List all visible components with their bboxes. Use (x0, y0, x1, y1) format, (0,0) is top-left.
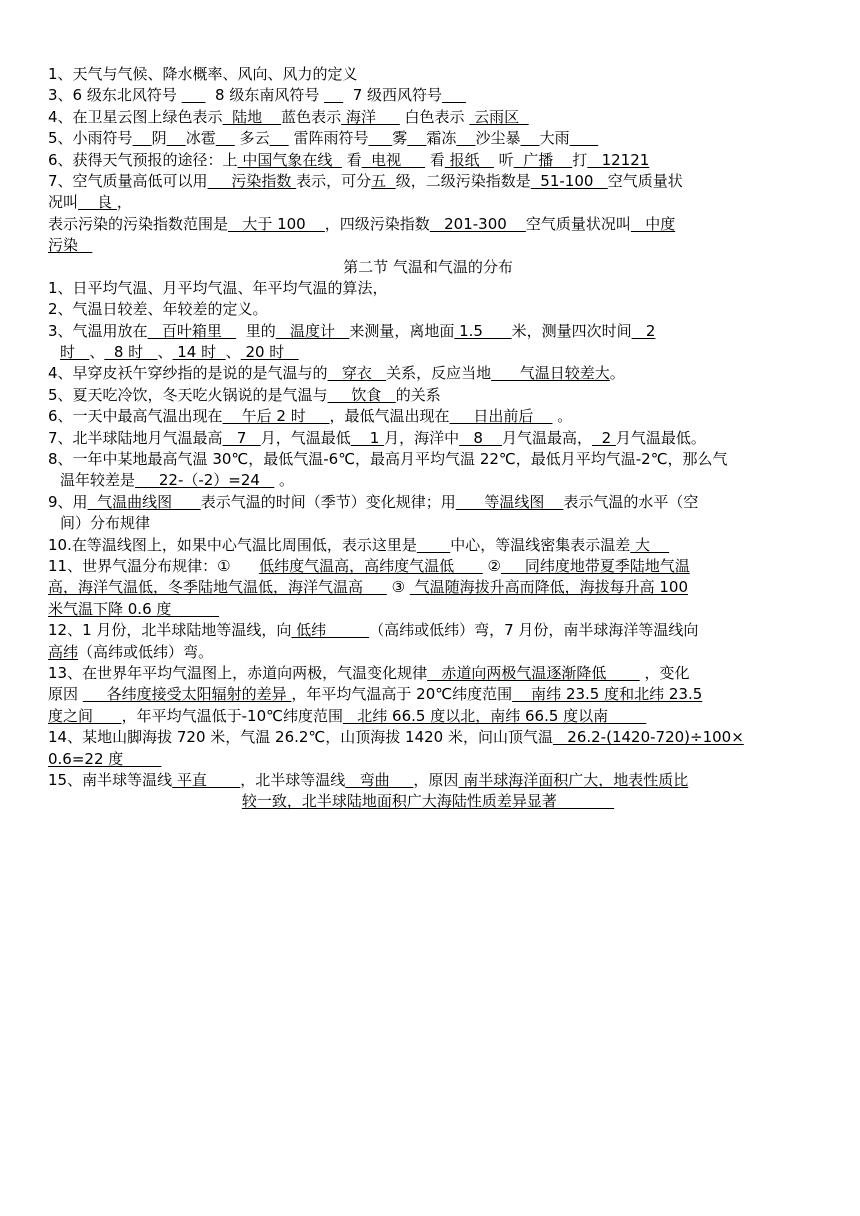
text-line-q7c (48, 214, 808, 235)
answer-blank: 8 时 (104, 343, 158, 362)
text-segment: 。 (274, 471, 295, 490)
text-segment: 表示气温的水平（空 (563, 492, 699, 511)
answer-blank: 百叶箱里 (147, 321, 237, 340)
text-line-s9a (48, 492, 808, 513)
answer-blank: 报纸 (444, 150, 494, 169)
answer-blank: 7 (222, 428, 261, 447)
answer-blank: 高，海洋气温低，冬季陆地气温低，海洋气温高 (48, 578, 387, 597)
answer-blank: 良 (78, 193, 117, 212)
text-segment: 10.在等温线图上，如果中心气温比周围低，表示这里是 (48, 535, 417, 554)
answer-blank: 午后 2 时 (222, 407, 330, 426)
answer-blank (456, 129, 475, 147)
answer-blank: 同纬度地带夏季陆地气温 (501, 556, 690, 575)
answer-blank: 广播 (513, 150, 573, 169)
text-line-s7 (48, 428, 808, 449)
answer-blank: 26.2-(1420-720)÷100× (552, 728, 744, 747)
text-segment: （高纬或低纬）弯，7 月份，南半球海洋等温线向 (369, 621, 699, 640)
text-segment: 15、南半球等温线 (48, 770, 173, 789)
text-segment: 4、在卫星云图上绿色表示 (48, 107, 223, 126)
text-segment: 1、日平均气温、月平均气温、年平均气温的算法， (48, 278, 388, 297)
text-line-s1 (48, 278, 808, 299)
answer-blank: 日出前后 (449, 407, 553, 426)
text-segment: ，最低气温出现在 (329, 407, 450, 426)
text-segment: 大雨 (539, 129, 570, 148)
answer-blank: 大于 100 (228, 214, 325, 233)
answer-blank (570, 129, 599, 147)
text-segment: ② (482, 556, 501, 575)
answer-blank: 污染指数 (207, 171, 297, 190)
text-line-s15b (48, 791, 808, 812)
text-segment: ，年平均气温高于 20℃纬度范围 (291, 685, 513, 704)
text-segment: 米，测量四次时间 (511, 321, 632, 340)
answer-blank: 2 (631, 321, 656, 340)
answer-blank: 201-300 (429, 214, 526, 233)
answer-blank (167, 129, 186, 147)
text-segment: 温年较差是 (60, 471, 136, 490)
text-segment: 12、1 月份，北半球陆地等温线，向 (48, 621, 292, 640)
answer-blank: 陆地 (222, 107, 282, 126)
answer-blank (521, 129, 540, 147)
text-segment: 中心，等温线密集表示温差 (450, 535, 631, 554)
answer-blank (182, 86, 206, 104)
answer-blank: 气温曲线图 (87, 492, 201, 511)
text-segment: 来测量，离地面 (349, 321, 455, 340)
text-segment: 6、获得天气预报的途径：上 (48, 150, 238, 169)
text-line-sec2 (48, 257, 808, 278)
text-line-s9b (48, 513, 808, 534)
text-line-s12b (48, 642, 808, 663)
text-line-s4 (48, 363, 808, 384)
answer-blank: 云雨区 (469, 107, 529, 126)
answer-blank (216, 129, 235, 147)
answer-blank: 海洋 (341, 107, 400, 126)
text-line-s11a (48, 556, 808, 577)
answer-blank: 污染 (48, 236, 93, 255)
text-line-q1 (48, 64, 808, 85)
text-segment: 看 (341, 150, 362, 169)
text-line-s10 (48, 535, 808, 556)
text-segment: 8 级东南风符号 (205, 86, 325, 105)
answer-blank: 22-（-2）=24 (135, 471, 275, 490)
text-line-s15a (48, 770, 808, 791)
answer-blank: 平直 (172, 770, 241, 789)
text-segment: 、 (89, 343, 105, 362)
answer-blank: 电视 (361, 150, 426, 169)
answer-blank: 1.5 (454, 321, 512, 340)
answer-blank: 穿衣 (327, 364, 387, 383)
text-segment: 、 (225, 343, 241, 362)
text-segment: 霜冻 (426, 129, 457, 148)
answer-blank: 12121 (587, 150, 650, 169)
answer-blank: 高纬 (48, 642, 79, 661)
answer-blank: 14 时 (172, 343, 226, 362)
text-segment: 7 级西风符号 (343, 86, 443, 105)
text-segment: 表示气温的时间（季节）变化规律；用 (200, 492, 456, 511)
text-segment: 表示，可分 (296, 171, 372, 190)
text-segment: 沙尘暴 (475, 129, 521, 148)
answer-blank: 时 (60, 343, 90, 362)
answer-blank (442, 86, 466, 104)
answer-blank: 气温随海拔升高而降低，海拔每升高 100 (409, 578, 688, 597)
text-segment: 多云 (234, 129, 270, 148)
text-segment: 听 (493, 150, 514, 169)
text-line-q7d (48, 235, 808, 256)
answer-blank: 中度 (630, 214, 676, 233)
text-segment: 白色表示 (399, 107, 470, 126)
text-line-s11c (48, 599, 808, 620)
answer-blank: 较一致，北半球陆地面积广大海陆性质差异显著 (241, 792, 615, 811)
text-segment: 14、某地山脚海拔 720 米，气温 26.2℃，山顶海拔 1420 米，问山顶气温 (48, 728, 553, 747)
text-segment: 空气质量状 (607, 171, 683, 190)
text-segment: ③ (386, 578, 410, 597)
answer-blank (368, 129, 392, 147)
text-line-q6 (48, 150, 808, 171)
text-segment: 4、早穿皮袄午穿纱指的是说的是气温与的 (48, 364, 328, 383)
text-segment: ，年平均气温低于-10℃纬度范围 (121, 706, 343, 725)
text-line-s6 (48, 406, 808, 427)
text-segment: 2、气温日较差、年较差的定义。 (48, 300, 268, 319)
text-segment: 里的 (236, 321, 276, 340)
text-segment: ， (116, 193, 132, 212)
text-segment: 雾 (392, 129, 408, 148)
text-segment: ，原因 (413, 770, 459, 789)
answer-blank: 度之间 (48, 706, 122, 725)
text-segment: 8、一年中某地最高气温 30℃，最低气温-6℃，最高月平均气温 22℃，最低月平均气温-2℃，那么气 (48, 450, 728, 469)
text-segment: 月气温最高， (502, 428, 593, 447)
answer-blank: 弯曲 (345, 770, 414, 789)
text-segment: 3、气温用放在 (48, 321, 148, 340)
text-segment: ，四级污染指数 (324, 214, 430, 233)
text-line-q7b (48, 192, 808, 213)
answer-blank: 低纬 (291, 621, 370, 640)
answer-blank: 南纬 23.5 度和北纬 23.5 (512, 685, 703, 704)
answer-blank: 2 (592, 428, 616, 447)
text-segment: 3、6 级东北风符号 (48, 86, 182, 105)
text-segment: ，变化 (639, 663, 690, 682)
text-segment: 表示污染的污染指数范围是 (48, 214, 229, 233)
text-line-s13a (48, 663, 808, 684)
text-line-s13b (48, 684, 808, 705)
text-segment: 月气温最低。 (615, 428, 706, 447)
text-segment: ，北半球等温线 (240, 770, 346, 789)
text-segment: 蓝色表示 (281, 107, 342, 126)
answer-blank: 五 (371, 171, 396, 190)
answer-blank: 温度计 (275, 321, 350, 340)
text-segment: （高纬或低纬）弯。 (78, 642, 214, 661)
answer-blank: 0.6=22 度 (48, 749, 162, 768)
answer-blank: 大 (630, 535, 670, 554)
answer-blank: 8 (459, 428, 503, 447)
text-line-q3 (48, 85, 808, 106)
text-line-s3b (48, 342, 808, 363)
text-line-q7a (48, 171, 808, 192)
text-segment: 5、小雨符号 (48, 129, 133, 148)
answer-blank (417, 536, 450, 554)
text-line-s14b (48, 749, 808, 770)
answer-blank: 北纬 66.5 度以北，南纬 66.5 度以南 (342, 706, 647, 725)
text-line-s8b (48, 470, 808, 491)
text-segment: 况叫 (48, 193, 79, 212)
text-segment: 11、世界气温分布规律：① (48, 556, 260, 575)
answer-blank: 气温日较差大 (491, 364, 610, 383)
text-line-s12a (48, 620, 808, 641)
text-segment: 级，二级污染指数是 (395, 171, 531, 190)
answer-blank (133, 129, 152, 147)
text-line-s2 (48, 299, 808, 320)
text-segment: 、 (157, 343, 173, 362)
text-segment: 6、一天中最高气温出现在 (48, 407, 223, 426)
text-segment: 1、天气与气候、降水概率、风向、风力的定义 (48, 65, 358, 83)
text-segment: 7、北半球陆地月气温最高 (48, 428, 223, 447)
text-line-s5 (48, 385, 808, 406)
text-line-s3a (48, 321, 808, 342)
text-segment: 原因 (48, 685, 83, 704)
answer-blank: 米气温下降 0.6 度 (48, 599, 220, 618)
answer-blank: 各纬度接受太阳辐射的差异 (82, 685, 292, 704)
text-segment: 雷阵雨符号 (288, 129, 369, 148)
text-segment: 月，海洋中 (384, 428, 460, 447)
text-segment: 的关系 (395, 385, 441, 404)
answer-blank: 中国气象在线 (237, 150, 342, 169)
answer-blank: 51-100 (530, 171, 608, 190)
text-line-s8a (48, 449, 808, 470)
answer-blank: 1 (350, 428, 385, 447)
text-segment: 冰雹 (185, 129, 216, 148)
text-segment: 阴 (151, 129, 167, 148)
answer-blank: 20 时 (240, 343, 299, 362)
answer-blank: 南半球海洋面积广大，地表性质比 (458, 770, 689, 789)
text-segment: 关系，反应当地 (386, 364, 492, 383)
text-line-q5 (48, 128, 808, 149)
answer-blank (407, 129, 426, 147)
text-segment: 13、在世界年平均气温图上，赤道向两极，气温变化规律 (48, 663, 428, 682)
text-segment: 。 (552, 407, 573, 426)
text-segment: 7、空气质量高低可以用 (48, 171, 208, 190)
answer-blank (324, 86, 343, 104)
text-segment: 空气质量状况叫 (525, 214, 631, 233)
document-page (48, 64, 808, 813)
text-segment: 5、夏天吃冷饮，冬天吃火锅说的是气温与 (48, 385, 328, 404)
text-segment: 打 (572, 150, 588, 169)
text-segment: 。 (609, 364, 625, 383)
text-line-s14a (48, 727, 808, 748)
text-segment: 月，气温最低 (260, 428, 351, 447)
answer-blank (270, 129, 289, 147)
text-line-s13c (48, 706, 808, 727)
text-line-s11b (48, 577, 808, 598)
text-segment: 看 (425, 150, 445, 169)
answer-blank: 饮食 (327, 385, 396, 404)
answer-blank: 赤道向两极气温逐渐降低 (427, 663, 640, 682)
text-segment: 9、用 (48, 492, 88, 511)
text-segment: 间）分布规律 (60, 514, 151, 533)
text-segment: 第二节 气温和气温的分布 (343, 257, 513, 276)
answer-blank: 低纬度气温高，高纬度气温低 (259, 556, 483, 575)
answer-blank: 等温线图 (455, 492, 564, 511)
text-line-q4 (48, 107, 808, 128)
